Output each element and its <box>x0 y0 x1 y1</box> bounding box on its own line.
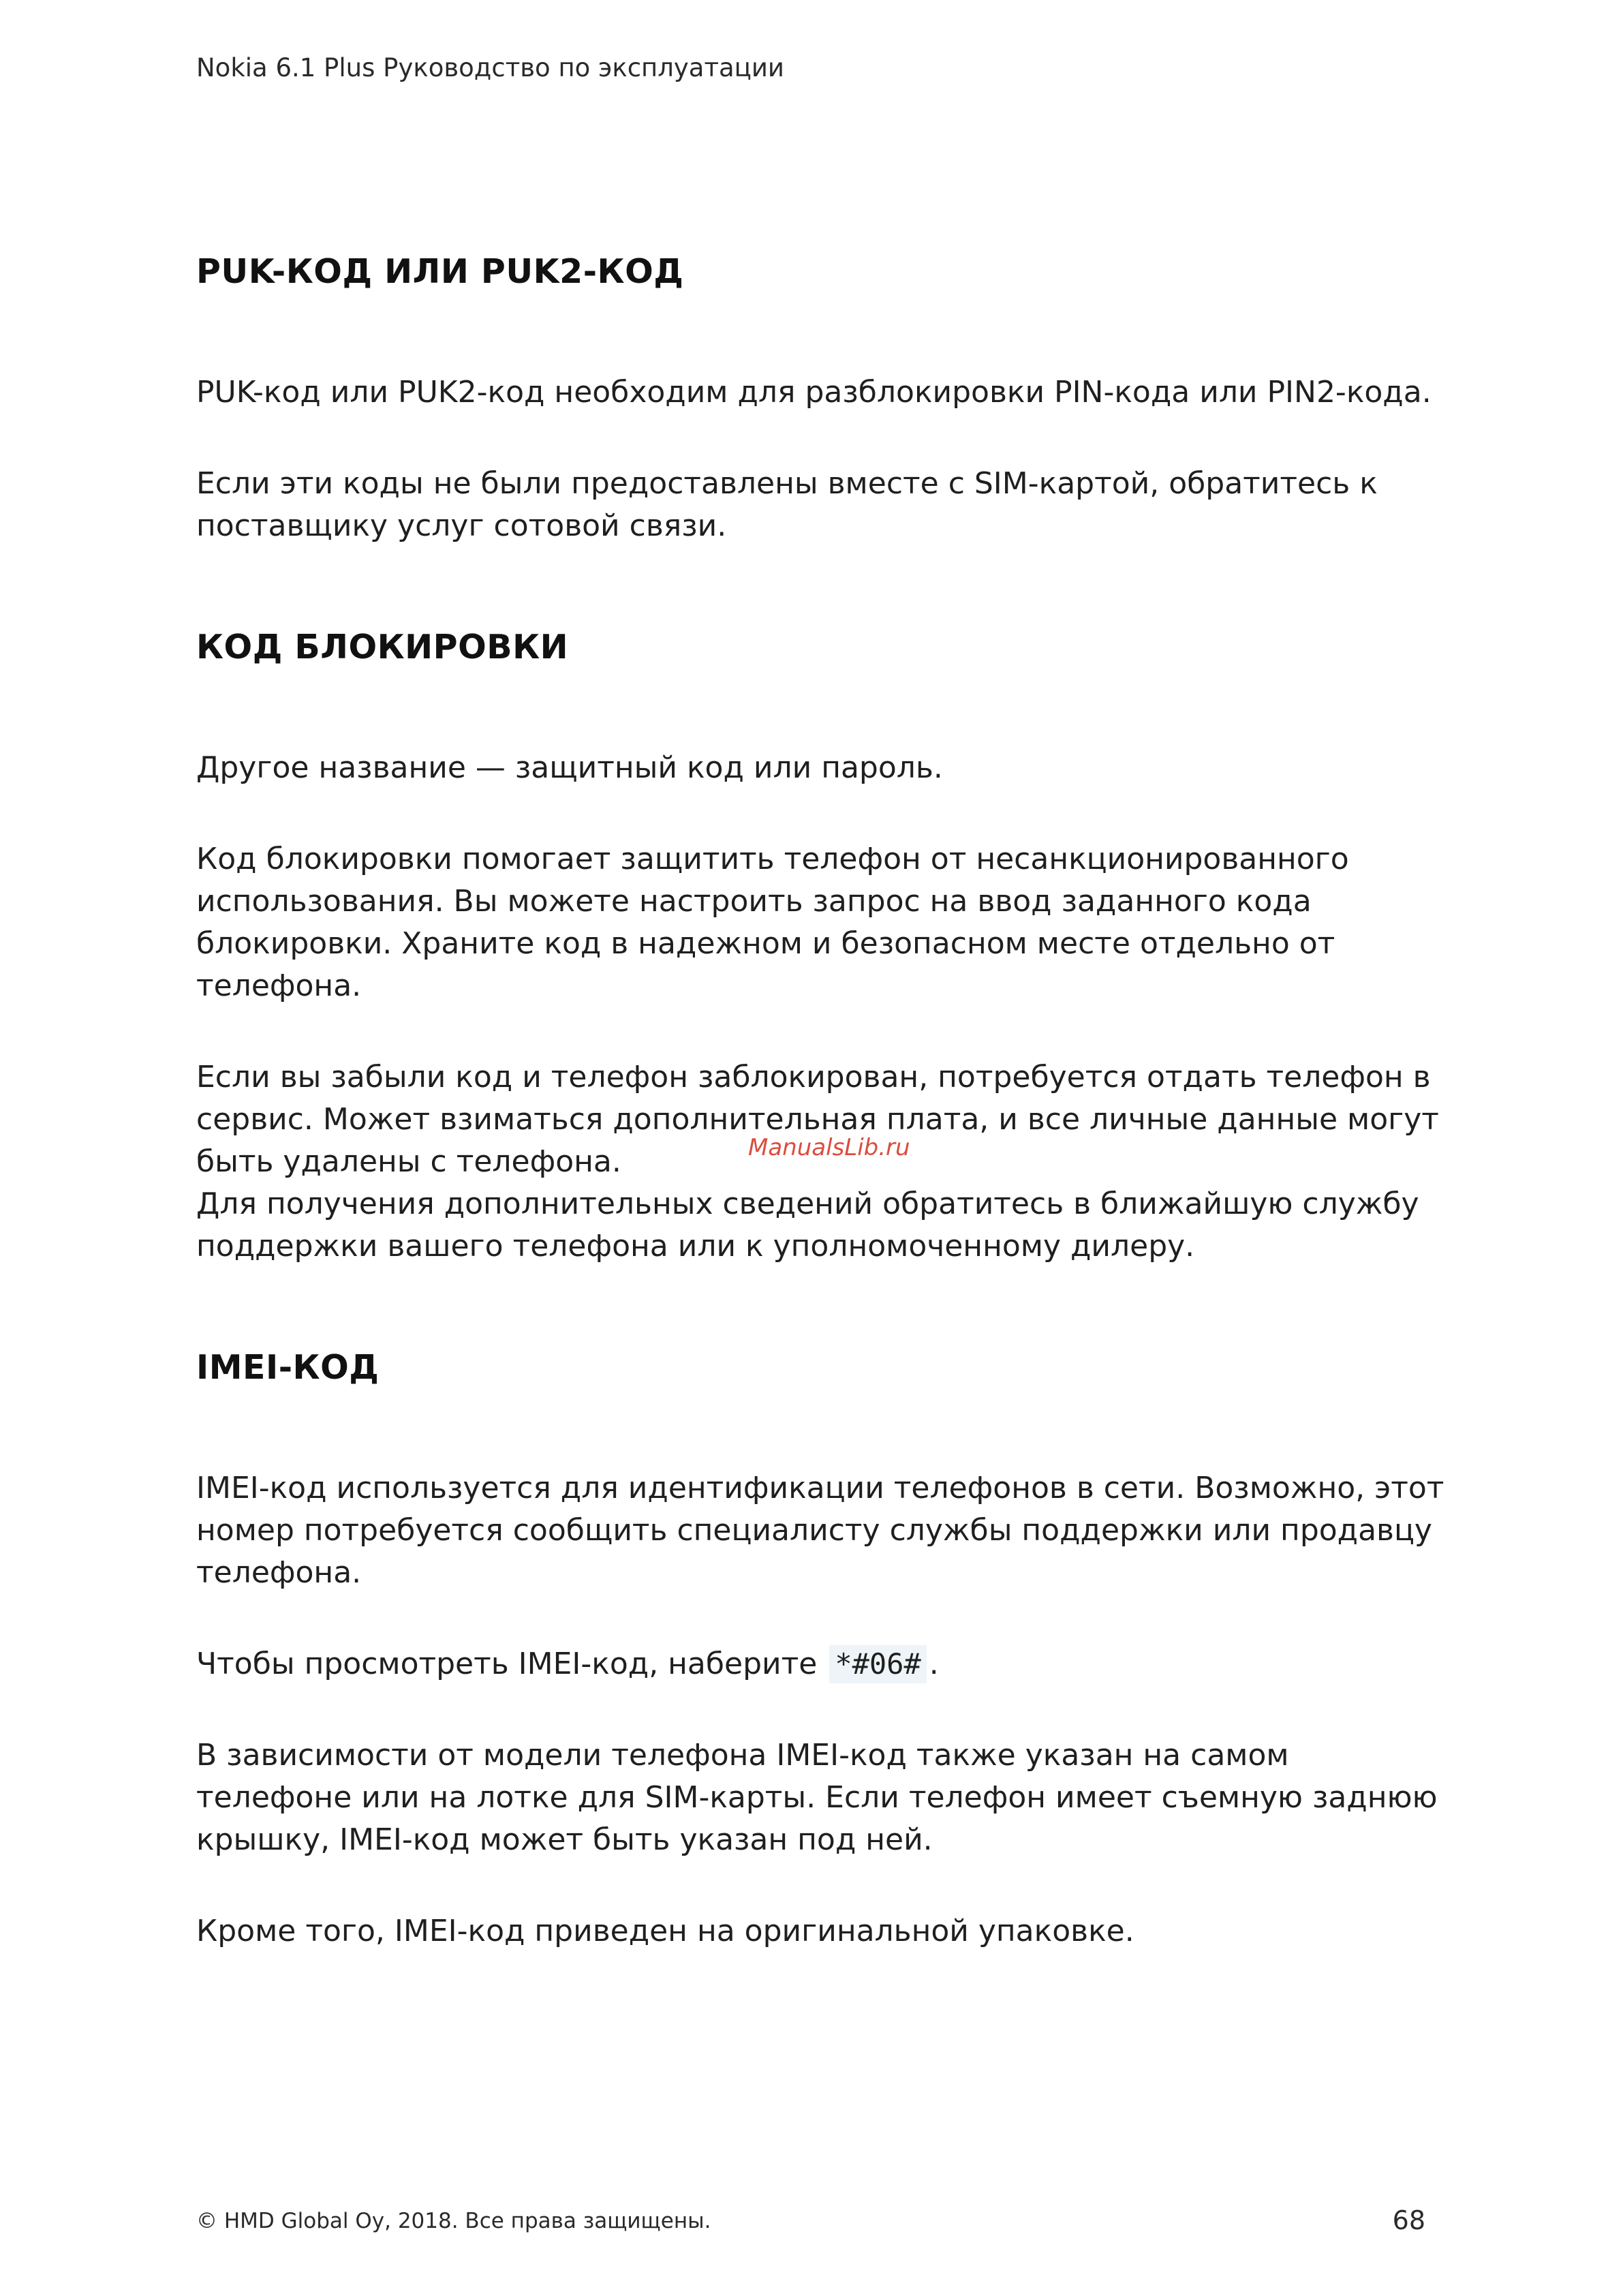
page-number: 68 <box>1392 2205 1425 2235</box>
paragraph-imei-dial <box>196 1643 1450 1685</box>
paragraph: Другое название — защитный код или пароль. <box>196 750 943 785</box>
document-body <box>196 252 1450 1953</box>
period: . <box>929 1647 939 1681</box>
paragraph: Если эти коды не были предоставлены вместе с SIM-картой, обратитесь к поставщику услуг сотовой связи. <box>196 466 1378 543</box>
section-heading-imei: IMEI-КОД <box>196 1348 380 1387</box>
paragraph: IMEI-код используется для идентификации телефонов в сети. Возможно, этот номер потребуется сообщить специалисту службы поддержки или продавцу телефона. <box>196 1471 1444 1590</box>
section-heading-lock-code: КОД БЛОКИРОВКИ <box>196 628 569 667</box>
imei-dial-text: Чтобы просмотреть IMEI-код, наберите <box>196 1647 818 1681</box>
paragraph: Если вы забыли код и телефон заблокирован, потребуется отдать телефон в сервис. Может взиматься дополнительная плата, и все личные данные могут быть удалены с телефона. <box>196 1060 1439 1179</box>
paragraph: Для получения дополнительных сведений обратитесь в ближайшую службу поддержки вашего телефона или к уполномоченному дилеру. <box>196 1187 1419 1264</box>
paragraph: Код блокировки помогает защитить телефон от несанкционированного использования. Вы можете настроить запрос на ввод заданного кода блокировки. Храните код в надежном и безопасном месте отдельно от телефона. <box>196 842 1349 1003</box>
page-header-title: Nokia 6.1 Plus Руководство по эксплуатации <box>196 53 784 82</box>
section-heading-puk: PUK-КОД ИЛИ PUK2-КОД <box>196 252 684 291</box>
imei-code-snippet: *#06# <box>829 1645 926 1683</box>
paragraph: PUK-код или PUK2-код необходим для разблокировки PIN-кода или PIN2-кода. <box>196 375 1432 410</box>
watermark: ManualsLib.ru <box>748 1134 910 1161</box>
paragraph: В зависимости от модели телефона IMEI-код также указан на самом телефоне или на лотке для SIM-карты. Если телефон имеет съемную заднюю крышку, IMEI-код может быть указан под ней. <box>196 1738 1438 1857</box>
footer-copyright: © HMD Global Oy, 2018. Все права защищены. <box>196 2209 711 2233</box>
paragraph: Кроме того, IMEI-код приведен на оригинальной упаковке. <box>196 1914 1134 1948</box>
